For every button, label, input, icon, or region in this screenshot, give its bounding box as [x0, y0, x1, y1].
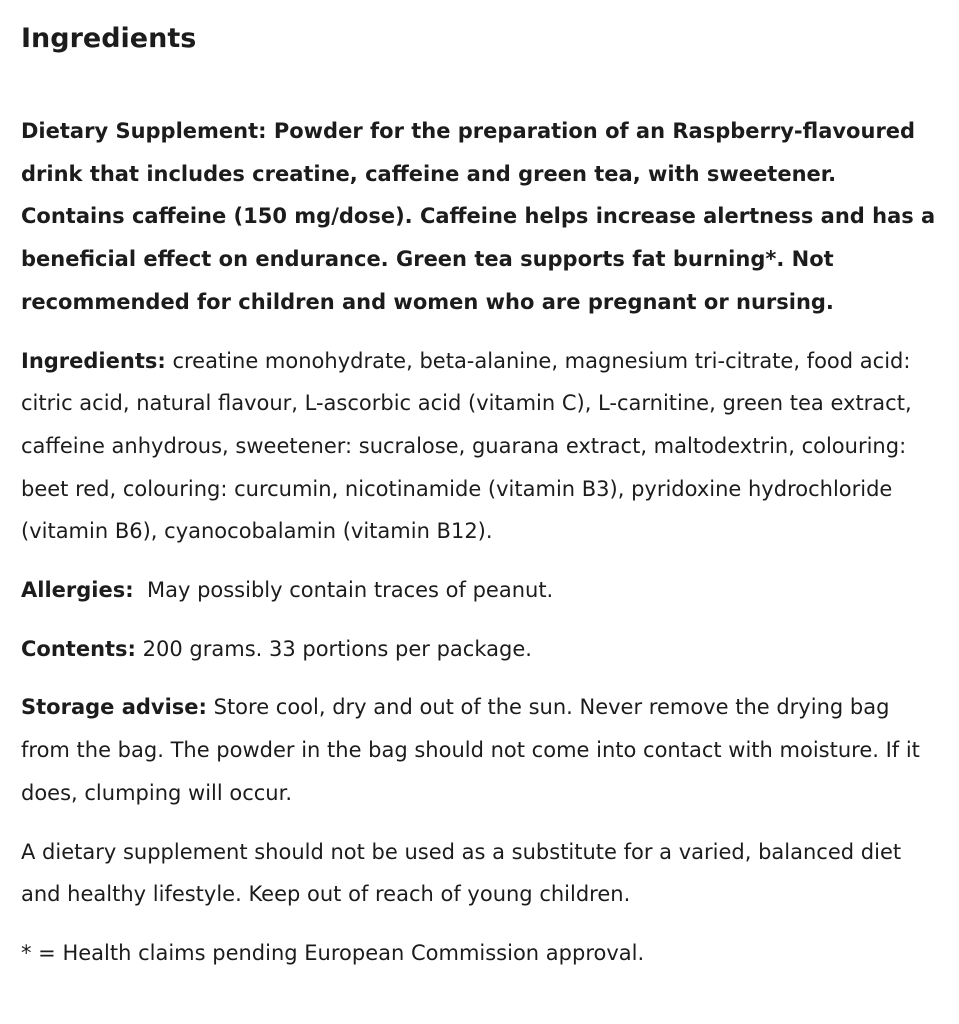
allergies-text: May possibly contain traces of peanut. — [133, 578, 554, 603]
ingredients-label: Ingredients: — [21, 348, 166, 373]
ingredients-section — [21, 340, 939, 554]
product-description: Dietary Supplement: Powder for the preparation of an Raspberry-flavoured drink that includes creatine, caffeine and green tea, with sweetener. Contains caffeine (150 mg/dose). Caffeine helps increase alertness and has a beneficial effect on endurance. Green tea supports fat burning*. Not recommended for children and women who are pregnant or nursing. — [21, 119, 936, 314]
storage-section — [21, 686, 939, 814]
contents-text: 200 grams. 33 portions per package. — [135, 636, 532, 661]
disclaimer-text: A dietary supplement should not be used as a substitute for a varied, balanced diet and healthy lifestyle. Keep out of reach of young children. — [21, 839, 902, 907]
page-title: Ingredients — [21, 23, 197, 54]
storage-label: Storage advise: — [21, 695, 207, 720]
footnote-text: * = Health claims pending European Commission approval. — [21, 940, 645, 965]
allergies-label: Allergies: — [21, 578, 134, 603]
ingredients-text: creatine monohydrate, beta-alanine, magnesium tri-citrate, food acid: citric acid, natural flavour, L-ascorbic acid (vitamin C), L-carnitine, green tea extract, caffeine anhydrous, sweetener: sucralose, guarana extract, maltodextrin, colouring: beet red, colouring: curcumin, nicotinamide (vitamin B3), pyridoxine hydrochloride (vitamin B6), cyanocobalamin (vitamin B12). — [21, 348, 912, 544]
contents-label: Contents: — [21, 636, 136, 661]
storage-text: Store cool, dry and out of the sun. Never remove the drying bag from the bag. The powder in the bag should not come into contact with moisture. If it does, clumping will occur. — [21, 695, 920, 805]
allergies-section — [21, 569, 939, 612]
contents-section — [21, 628, 939, 671]
